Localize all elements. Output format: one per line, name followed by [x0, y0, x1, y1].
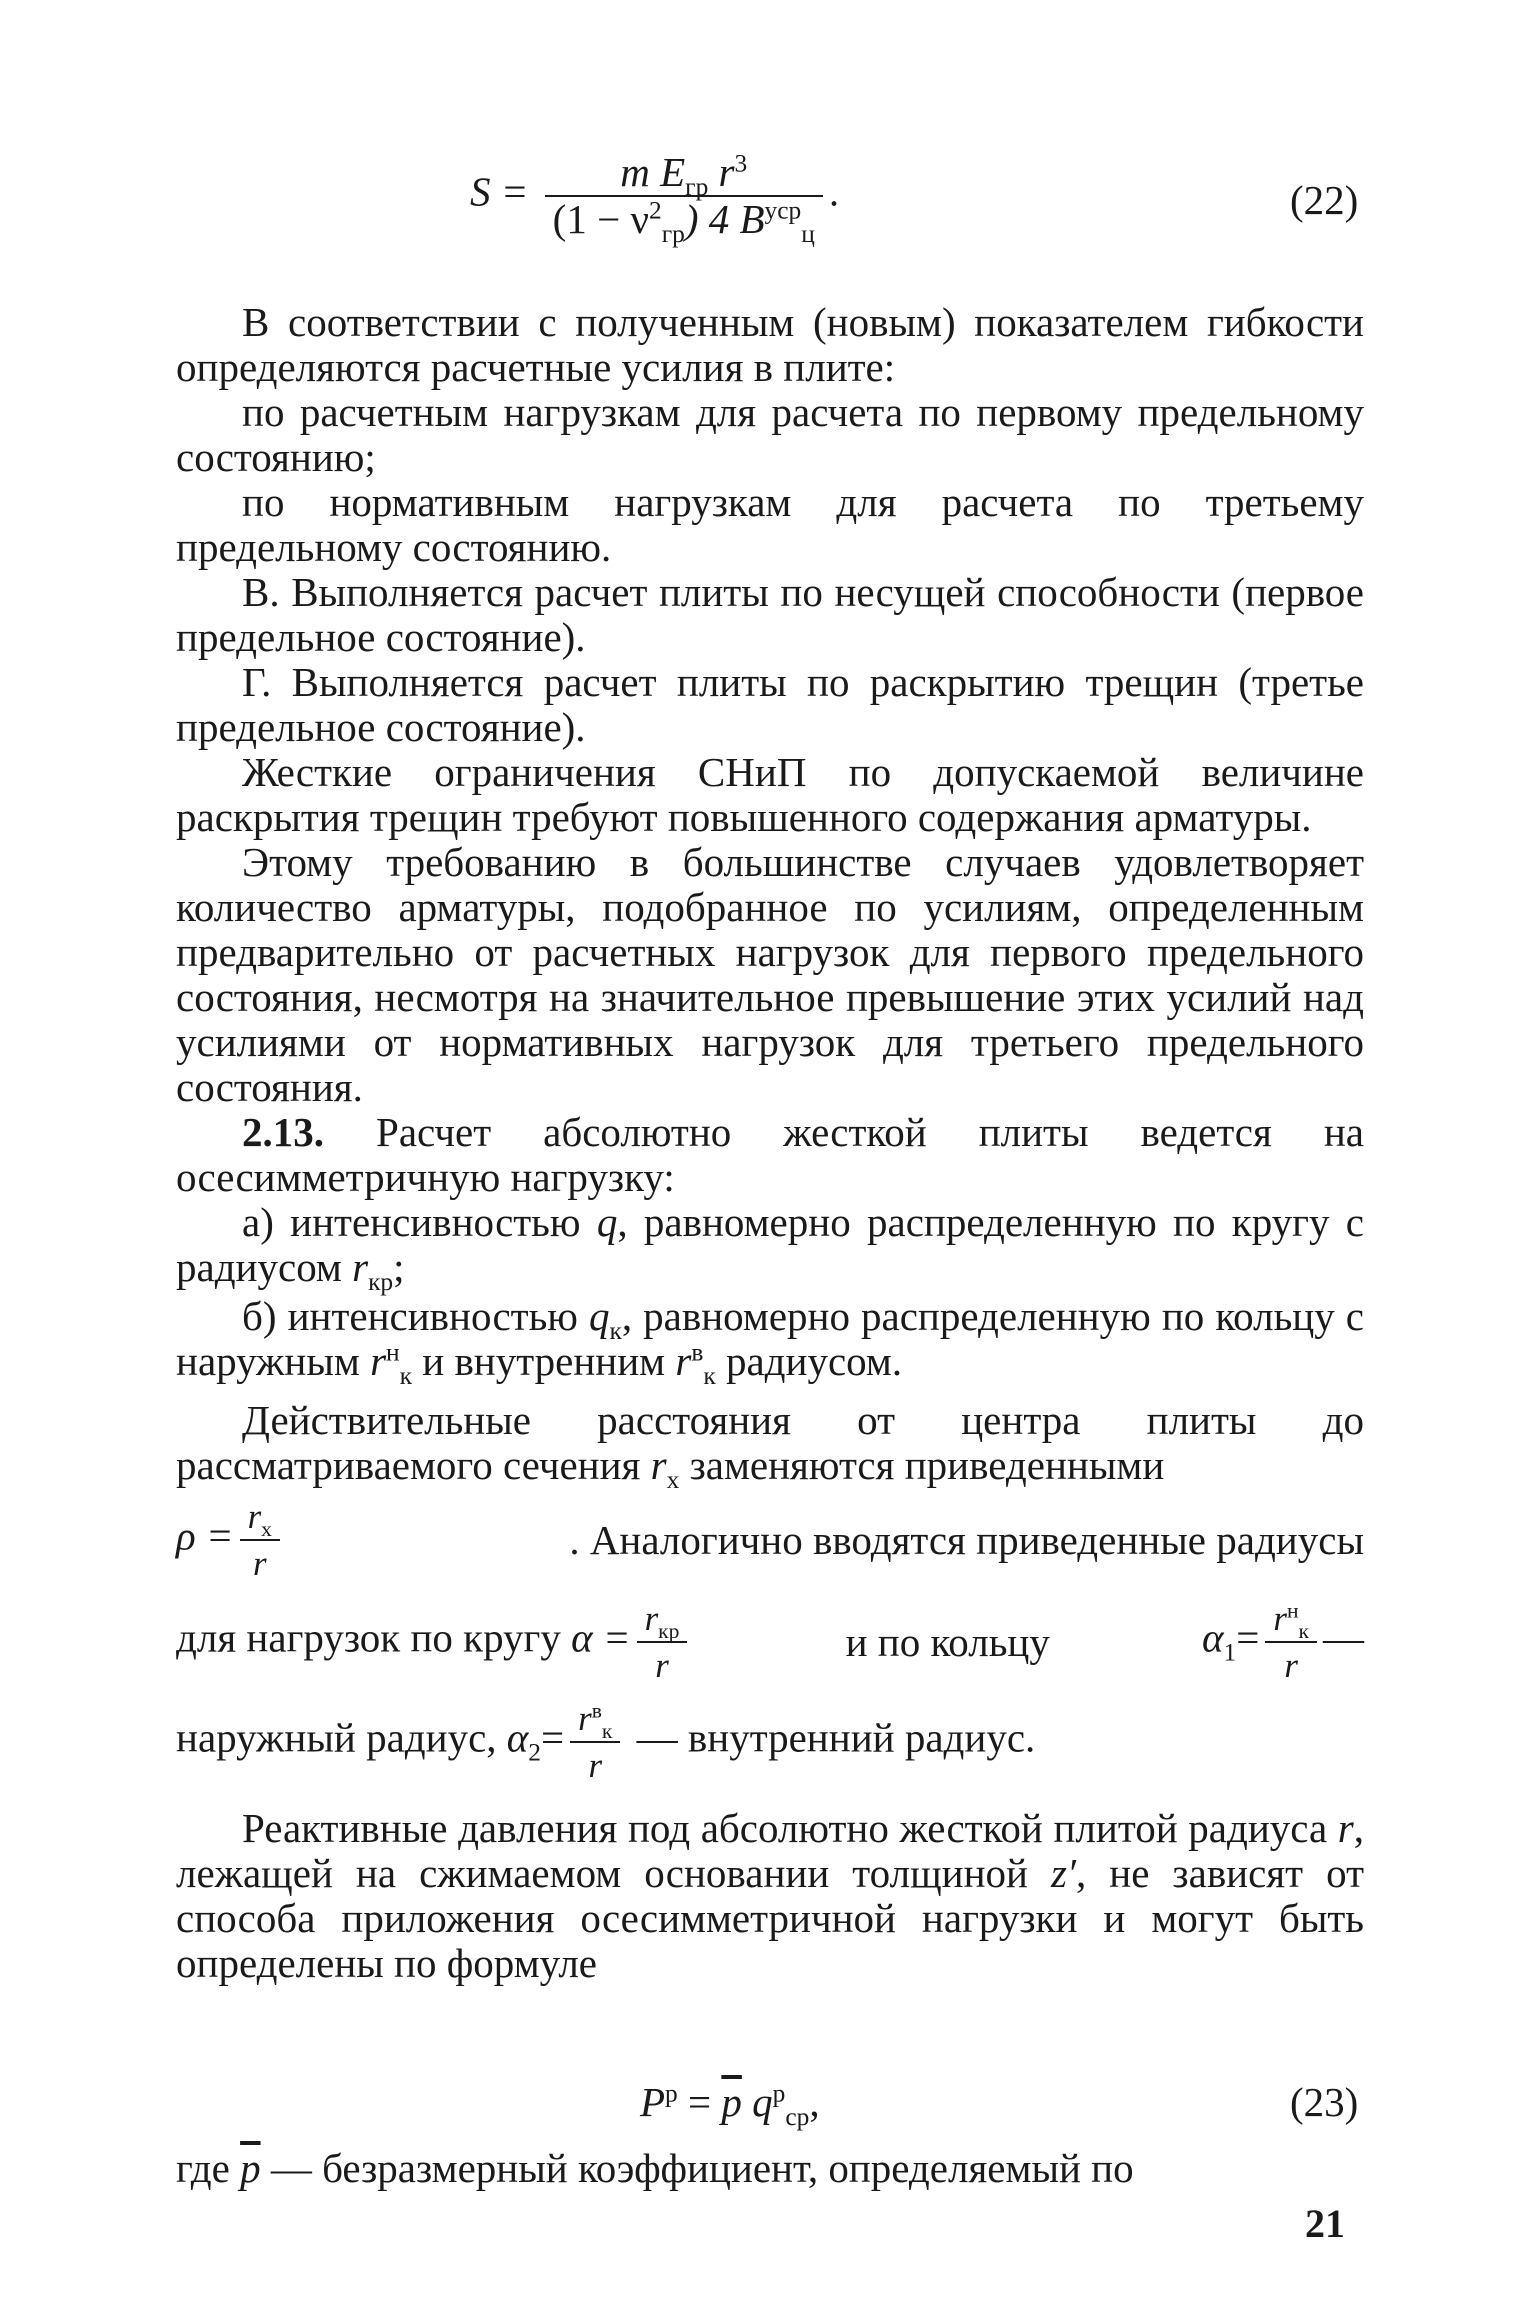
formula-line-alpha: для нагрузок по кругу α = $\frac{r_{кр}}{r}$ и по кольцу $\alpha_1=$ $\frac{r^н_к}{r}$ —	[176, 1596, 1364, 1688]
section-number: 2.13.	[242, 1109, 324, 1155]
page-number: 21	[1305, 2201, 1345, 2246]
paragraph: Г. Выполняется расчет плиты по раскрытию трещин (третье предельное состояние).	[176, 659, 1364, 750]
formula-22: S = $\frac{m E_{гр} r^3}{(1 - \nu^2_{гр}) 4 B^{уср}_ц}$ .	[470, 149, 840, 249]
formula-line-rho: ρ = $\frac{r_x}{r}$ . Аналогично вводятся приведенные радиусы	[176, 1494, 1364, 1586]
formula-22-number: (22)	[1290, 177, 1359, 223]
formula-22-lhs: S =	[470, 168, 529, 215]
formula-22-numerator: m $E_{гр}$ $r^3$	[620, 149, 748, 202]
formula-23-number: (23)	[1290, 2079, 1359, 2125]
paragraph: В соответствии с полученным (новым) показателем гибкости определяются расчетные усилия в плите:	[176, 299, 1364, 390]
last-line	[176, 2146, 1364, 2191]
body-text	[176, 300, 1364, 1986]
formula-22-fraction	[545, 149, 823, 249]
paragraph: Этому требованию в большинстве случаев удовлетворяет количество арматуры, подобранное по усилиям, определенным предварительно от расчетных нагрузок для первого предельного состояния, несмотря на значительное превышение этих усилий над усилиями от нормативных нагрузок для третьего предельного состояния.	[176, 839, 1364, 1110]
list-item-b: б) интенсивностью $q_к$, равномерно распределенную по кольцу с наружным $r^н_к$ и внутренним $r^в_к$ радиусом.	[176, 1293, 1364, 1391]
paragraph: В. Выполняется расчет плиты по несущей способности (первое предельное состояние).	[176, 569, 1364, 660]
paragraph: где $\overline{p}$ — безразмерный коэффициент, определяемый по	[176, 2145, 1134, 2191]
paragraph: по нормативным нагрузкам для расчета по третьему предельному состоянию.	[176, 479, 1364, 570]
paragraph: по расчетным нагрузкам для расчета по первому предельному состоянию;	[176, 389, 1364, 480]
paragraph: Действительные расстояния от центра плиты до рассматриваемого сечения $r_x$ заменяются приведенными	[176, 1397, 1364, 1495]
formula-23: $P^р = \overline{p}$ $q^р_{ср}$,	[640, 2079, 820, 2132]
paragraph: Жесткие ограничения СНиП по допускаемой величине раскрытия трещин требуют повышенного содержания арматуры.	[176, 749, 1364, 840]
paragraph: Реактивные давления под абсолютно жесткой плитой радиуса r, лежащей на сжимаемом основании толщиной z′, не зависят от способа приложения осесимметричной нагрузки и могут быть определены по формуле	[176, 1805, 1364, 1986]
formula-22-denominator: $(1 - \nu^2_{гр})$ 4 $B^{уср}_ц$	[545, 195, 823, 242]
formula-line-alpha2: наружный радиус, $\alpha_2=$ $\frac{r^в_к}{r}$ — внутренний радиус.	[176, 1696, 1364, 1788]
section-paragraph: 2.13. Расчет абсолютно жесткой плиты ведется на осесимметричную нагрузку:	[176, 1109, 1364, 1200]
list-item-a: а) интенсивностью q, равномерно распределенную по кругу с радиусом $r_{кр}$;	[176, 1199, 1364, 1297]
